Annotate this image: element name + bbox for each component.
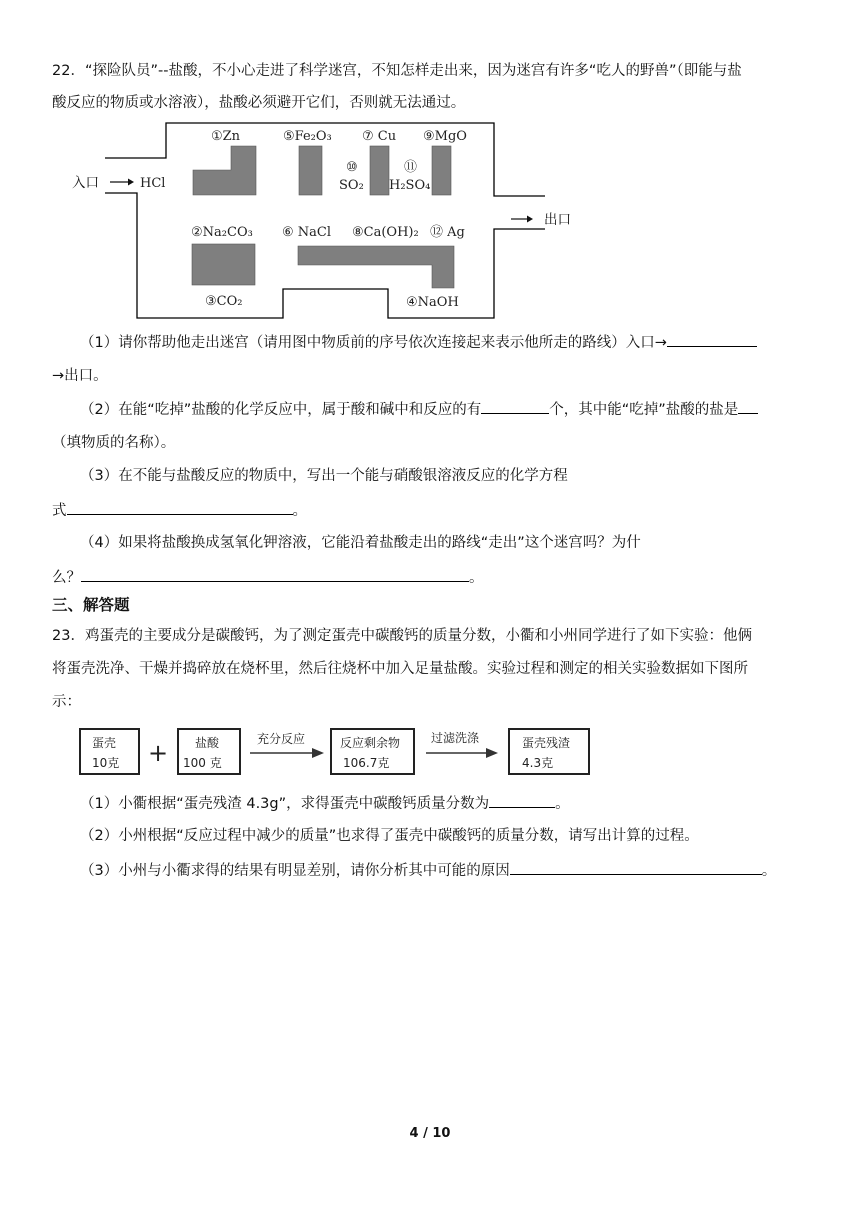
- q22-part2-text-b: 个，其中能“吃掉”盐酸的盐是: [549, 402, 739, 418]
- q22-part3-text: 式: [52, 503, 67, 519]
- q23-part2: （2）小州根据“反应过程中减少的质量”也求得了蛋壳中碳酸钙的质量分数，请写出计算的过程。: [80, 828, 699, 844]
- maze-substance-12: ⑫ Ag: [430, 225, 465, 240]
- q22-part4-period: 。: [469, 570, 484, 586]
- flow-box1-label: 蛋壳: [92, 736, 117, 750]
- maze-exit-label: 出口: [544, 212, 571, 228]
- flow-box2-value: 100 克: [183, 756, 222, 770]
- q23-text-line1: 23．鸡蛋壳的主要成分是碳酸钙，为了测定蛋壳中碳酸钙的质量分数，小衢和小州同学进行了如下实验：他俩: [52, 628, 752, 644]
- q23-part1-answer-blank[interactable]: [489, 793, 555, 808]
- q23-part3-answer-blank[interactable]: [510, 860, 762, 875]
- page-number: 4 / 10: [409, 1126, 451, 1141]
- maze-substance-4: ④NaOH: [406, 295, 459, 310]
- q23-part1-period: 。: [555, 796, 570, 812]
- q23-part1: [80, 793, 815, 814]
- maze-entrance-label: 入口: [72, 175, 99, 191]
- q23-part1-text: （1）小衢根据“蛋壳残渣 4.3g”，求得蛋壳中碳酸钙质量分数为: [80, 796, 490, 812]
- maze-substance-9: ⑨MgO: [423, 129, 467, 144]
- flow-box4-label: 蛋壳残渣: [522, 736, 571, 750]
- q22-text-line1: 22．“探险队员”--盐酸，不小心走进了科学迷宫，不知怎样走出来，因为迷宫有许多“吃人的野兽”（即能与盐: [52, 63, 742, 79]
- flow-arrow2-label: 过滤洗涤: [431, 731, 480, 745]
- flow-box3-value: 106.7克: [343, 756, 390, 770]
- q23-part3: [80, 860, 815, 881]
- q22-part1-text: （1）请你帮助他走出迷宫（请用图中物质前的序号依次连接起来表示他所走的路线）入口→: [80, 335, 667, 351]
- maze-substance-2: ②Na₂CO₃: [191, 225, 253, 240]
- q22-part3: （3）在不能与盐酸反应的物质中，写出一个能与硝酸银溶液反应的化学方程: [80, 468, 568, 484]
- q22-part2-end: （填物质的名称）。: [52, 435, 176, 451]
- maze-substance-7: ⑦ Cu: [362, 129, 397, 144]
- flow-arrow1-label: 充分反应: [257, 732, 306, 746]
- flow-box1-value: 10克: [92, 756, 120, 770]
- q22-part4-text: 么？: [52, 570, 81, 586]
- flow-box2-label: 盐酸: [195, 736, 220, 750]
- flow-arrow1-head: [312, 748, 324, 758]
- q22-part2-text-a: （2）在能“吃掉”盐酸的化学反应中，属于酸和碱中和反应的有: [80, 402, 482, 418]
- maze-substance-10: SO₂: [339, 178, 364, 193]
- q23-part3-period: 。: [761, 863, 777, 879]
- section-title: 三、解答题: [52, 596, 130, 614]
- flow-arrow2-head: [486, 748, 498, 758]
- q22-part4: （4）如果将盐酸换成氢氧化钾溶液，它能沿着盐酸走出的路线“走出”这个迷宫吗？为什: [80, 535, 641, 551]
- maze-substance-10-num: ⑩: [346, 160, 358, 175]
- maze-substance-1: ①Zn: [211, 129, 241, 144]
- maze-substance-11-num: ⑪: [404, 160, 418, 175]
- q22-part3-period: 。: [292, 503, 307, 519]
- maze-substance-11: H₂SO₄: [389, 178, 431, 193]
- q22-part1-end: →出口。: [52, 368, 108, 384]
- q23-part3-text: （3）小州与小衢求得的结果有明显差别，请你分析其中可能的原因: [80, 863, 510, 879]
- maze-hcl: HCl: [140, 176, 166, 191]
- maze-substance-3: ③CO₂: [205, 294, 243, 309]
- maze-substance-6: ⑥ NaCl: [282, 225, 332, 240]
- maze-substance-5: ⑤Fe₂O₃: [283, 129, 332, 144]
- flow-box4-value: 4.3克: [522, 756, 554, 770]
- maze-substance-8: ⑧Ca(OH)₂: [352, 225, 419, 240]
- q23-text-line2: 将蛋壳洗净、干燥并捣碎放在烧杯里，然后往烧杯中加入足量盐酸。实验过程和测定的相关实验数据如下图所: [52, 661, 748, 677]
- flow-box3-label: 反应剩余物: [340, 736, 401, 750]
- flow-plus-sign: +: [148, 739, 169, 767]
- q23-text-line3: 示：: [52, 694, 81, 710]
- q22-text-line2: 酸反应的物质或水溶液），盐酸必须避开它们，否则就无法通过。: [52, 95, 466, 111]
